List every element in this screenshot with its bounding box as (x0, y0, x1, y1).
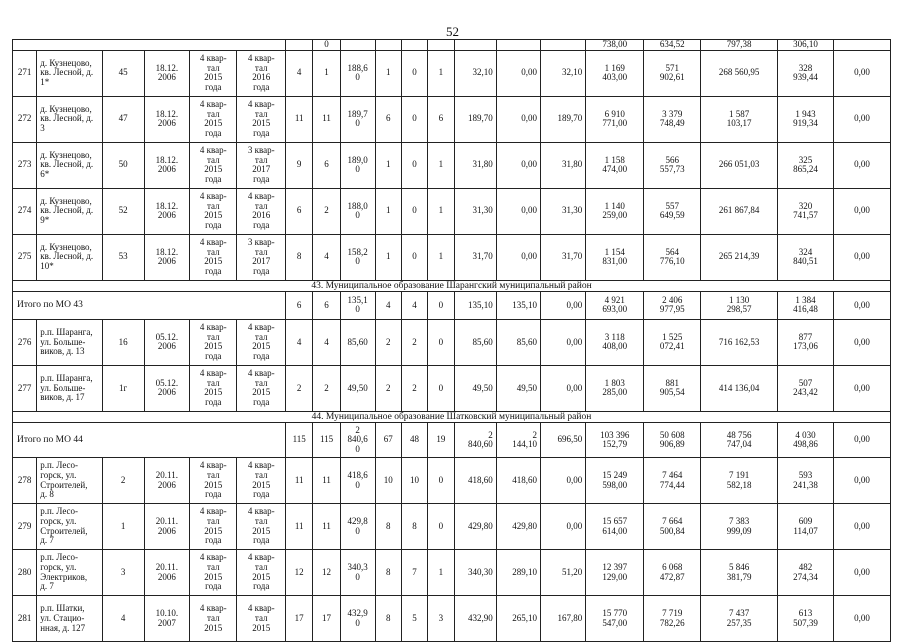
table-cell: 3 квар- тал 2017 года (237, 142, 285, 188)
total-row (13, 291, 891, 319)
table-cell: 0 (428, 458, 454, 504)
total-label: Итого по МО 44 (13, 423, 286, 458)
table-cell: 429,80 (496, 504, 540, 550)
table-cell: 0,00 (496, 96, 540, 142)
table-cell: 11 (285, 504, 312, 550)
section-header-44: 44. Муниципальное образование Шатковский муниципальный район (13, 411, 891, 422)
table-cell: 1 943 919,34 (778, 96, 834, 142)
table-cell: 289,10 (496, 550, 540, 596)
table-cell: 429,8 0 (340, 504, 375, 550)
total-cell: 50 608 906,89 (644, 423, 701, 458)
table-cell: 1 (428, 188, 454, 234)
total-cell: 2 840,6 0 (340, 423, 375, 458)
table-row (13, 596, 891, 642)
table-cell: 4 квар- тал 2015 года (237, 319, 285, 365)
table-cell: 3 379 748,49 (644, 96, 701, 142)
address-cell: д. Кузнецово, кв. Лесной, д. 6* (37, 142, 102, 188)
table-cell: 31,70 (540, 234, 585, 280)
table-cell: 1 140 259,00 (586, 188, 644, 234)
row-number-cell: 275 (13, 234, 37, 280)
table-row (13, 550, 891, 596)
total-row-43 (13, 291, 891, 319)
table-cell: 20.11. 2006 (144, 458, 189, 504)
total-cell: 4 921 693,00 (586, 291, 644, 319)
table-cell: 2 (401, 365, 427, 411)
table-cell: 1 (375, 142, 401, 188)
row-number-cell: 274 (13, 188, 37, 234)
table-cell: 881 905,54 (644, 365, 701, 411)
row-number-cell: 271 (13, 50, 37, 96)
table-cell: 0,00 (496, 142, 540, 188)
table-cell: 31,30 (454, 188, 496, 234)
table-cell: 31,80 (454, 142, 496, 188)
table-cell: 482 274,34 (778, 550, 834, 596)
table-cell: 10 (375, 458, 401, 504)
table-cell: 188,6 0 (340, 50, 375, 96)
table-cell: 268 560,95 (701, 50, 778, 96)
address-cell: р.п. Шатки, ул. Стацио- нная, д. 127 (37, 596, 102, 642)
table-cell: 1 169 403,00 (586, 50, 644, 96)
table-cell: 1 (428, 550, 454, 596)
table-cell: 49,50 (454, 365, 496, 411)
table-cell: 0,00 (540, 458, 585, 504)
table-cell: 18.12. 2006 (144, 50, 189, 96)
table-cell: 1 154 831,00 (586, 234, 644, 280)
table-cell: 51,20 (540, 550, 585, 596)
table-row (13, 188, 891, 234)
table-cell: 261 867,84 (701, 188, 778, 234)
table-cell: 158,2 0 (340, 234, 375, 280)
table-cell: 418,60 (454, 458, 496, 504)
table-cell: 3 118 408,00 (586, 319, 644, 365)
table-cell: 7 383 999,09 (701, 504, 778, 550)
table-cell: 340,30 (454, 550, 496, 596)
continuation-row: 0 738,00 634,52 797,38 306,10 (13, 40, 891, 51)
table-cell: 20.11. 2006 (144, 504, 189, 550)
table-cell: 7 664 500,84 (644, 504, 701, 550)
table-cell: 4 квар- тал 2015 года (237, 96, 285, 142)
table-cell: 4 квар- тал 2015 года (190, 188, 237, 234)
table-cell: 0 (401, 96, 427, 142)
table-cell: 31,70 (454, 234, 496, 280)
table-cell: 85,60 (340, 319, 375, 365)
table-cell: 2 (285, 365, 312, 411)
table-cell: 4 квар- тал 2015 (190, 596, 237, 642)
table-cell: 1 (375, 234, 401, 280)
table-cell: 1 (375, 50, 401, 96)
table-cell: 5 (401, 596, 427, 642)
table-cell: 85,60 (454, 319, 496, 365)
table-cell: 4 квар- тал 2016 года (237, 188, 285, 234)
table-cell: 507 243,42 (778, 365, 834, 411)
table-cell: 52 (102, 188, 144, 234)
table-cell: 189,0 0 (340, 142, 375, 188)
table-row (13, 50, 891, 96)
table-cell: 3 квар- тал 2017 года (237, 234, 285, 280)
total-cell: 19 (428, 423, 454, 458)
table-cell: 7 (401, 550, 427, 596)
total-cell: 4 030 498,86 (778, 423, 834, 458)
table-cell: 557 649,59 (644, 188, 701, 234)
table-cell: 1 158 474,00 (586, 142, 644, 188)
table-row (13, 319, 891, 365)
table-cell: 18.12. 2006 (144, 234, 189, 280)
table-cell: 0,00 (833, 458, 890, 504)
total-cell: 135,10 (454, 291, 496, 319)
total-cell: 135,1 0 (340, 291, 375, 319)
table-cell: 12 (285, 550, 312, 596)
table-cell: 85,60 (496, 319, 540, 365)
total-cell: 48 (401, 423, 427, 458)
row-number-cell: 278 (13, 458, 37, 504)
table-cell: 1 803 285,00 (586, 365, 644, 411)
table-cell: 1 (313, 50, 340, 96)
table-cell: 11 (285, 458, 312, 504)
table-row (13, 365, 891, 411)
table-cell: 613 507,39 (778, 596, 834, 642)
table-cell: 328 939,44 (778, 50, 834, 96)
table-cell: 0,00 (496, 188, 540, 234)
table-cell: 7 464 774,44 (644, 458, 701, 504)
table-cell: 0,00 (833, 96, 890, 142)
table-cell: 11 (313, 458, 340, 504)
table-cell: 2 (401, 319, 427, 365)
table-cell: 189,70 (540, 96, 585, 142)
table-cell: 8 (375, 504, 401, 550)
table-cell: 10 (401, 458, 427, 504)
page-number: 52 (446, 24, 459, 39)
table-cell: 1 (375, 188, 401, 234)
table-cell: 418,6 0 (340, 458, 375, 504)
table-cell: 0,00 (833, 504, 890, 550)
table-cell: 45 (102, 50, 144, 96)
total-cell: 1 384 416,48 (778, 291, 834, 319)
table-cell: 0,00 (540, 319, 585, 365)
row-number-cell: 277 (13, 365, 37, 411)
table-cell: 3 (428, 596, 454, 642)
table-cell: 265 214,39 (701, 234, 778, 280)
table-cell: 2 (102, 458, 144, 504)
table-cell: 4 квар- тал 2015 года (190, 142, 237, 188)
table-cell: 8 (285, 234, 312, 280)
table-cell: 4 (313, 319, 340, 365)
table-cell: 564 776,10 (644, 234, 701, 280)
table-cell: 11 (313, 96, 340, 142)
table-cell: 15 657 614,00 (586, 504, 644, 550)
total-label: Итого по МО 43 (13, 291, 286, 319)
table-cell: 11 (285, 96, 312, 142)
table-cell: 1 525 072,41 (644, 319, 701, 365)
table-cell: 4 квар- тал 2015 года (190, 504, 237, 550)
total-cell: 4 (375, 291, 401, 319)
table-cell: 4 квар- тал 2015 года (190, 234, 237, 280)
total-cell: 0,00 (540, 291, 585, 319)
total-cell: 115 (313, 423, 340, 458)
table-cell: 4 квар- тал 2015 года (190, 365, 237, 411)
table-cell: 0,00 (496, 50, 540, 96)
table-cell: 0 (401, 234, 427, 280)
table-cell: 6 (428, 96, 454, 142)
table-cell: 4 квар- тал 2015 года (190, 96, 237, 142)
table-cell: 0,00 (833, 319, 890, 365)
table-row (13, 234, 891, 280)
total-cell: 48 756 747,04 (701, 423, 778, 458)
table-cell: 0,00 (833, 550, 890, 596)
table-cell: 877 173,06 (778, 319, 834, 365)
table-cell: 340,3 0 (340, 550, 375, 596)
table-cell: 2 (313, 365, 340, 411)
table-cell: 4 квар- тал 2016 года (237, 50, 285, 96)
table-cell: 0 (401, 50, 427, 96)
total-cell: 0 (428, 291, 454, 319)
total-cell: 4 (401, 291, 427, 319)
table-row (13, 458, 891, 504)
table-cell: 50 (102, 142, 144, 188)
table-cell: 4 (285, 50, 312, 96)
table-cell: 2 (375, 319, 401, 365)
table-cell: 16 (102, 319, 144, 365)
section-header-43: 43. Муниципальное образование Шарангский муниципальный район (13, 280, 891, 291)
table-cell: 6 910 771,00 (586, 96, 644, 142)
section-44-rows (13, 458, 891, 642)
table-cell: 1 587 103,17 (701, 96, 778, 142)
table-cell: 593 241,38 (778, 458, 834, 504)
total-cell: 696,50 (540, 423, 585, 458)
table-cell: 0,00 (833, 188, 890, 234)
table-cell: 1г (102, 365, 144, 411)
address-cell: р.п. Лесо- горск, ул. Электриков, д. 7 (37, 550, 102, 596)
address-cell: д. Кузнецово, кв. Лесной, д. 3 (37, 96, 102, 142)
total-cell: 2 406 977,95 (644, 291, 701, 319)
table-cell: 0,00 (540, 365, 585, 411)
table-cell: 12 (313, 550, 340, 596)
table-cell: 53 (102, 234, 144, 280)
table-cell: 8 (375, 596, 401, 642)
table-cell: 31,30 (540, 188, 585, 234)
row-number-cell: 281 (13, 596, 37, 642)
total-row-44 (13, 423, 891, 458)
address-cell: д. Кузнецово, кв. Лесной, д. 9* (37, 188, 102, 234)
total-cell: 1 130 298,57 (701, 291, 778, 319)
table-cell: 05.12. 2006 (144, 319, 189, 365)
address-cell: р.п. Лесо- горск, ул. Строителей, д. 8 (37, 458, 102, 504)
table-cell: 571 902,61 (644, 50, 701, 96)
table-cell: 7 191 582,18 (701, 458, 778, 504)
table-cell: 9 (285, 142, 312, 188)
row-number-cell: 280 (13, 550, 37, 596)
table-cell: 4 квар- тал 2015 года (190, 319, 237, 365)
table-cell: 17 (285, 596, 312, 642)
table-cell: 566 557,73 (644, 142, 701, 188)
row-number-cell: 273 (13, 142, 37, 188)
row-number-cell: 272 (13, 96, 37, 142)
table-cell: 6 (285, 188, 312, 234)
table-cell: 2 (313, 188, 340, 234)
table-cell: 4 квар- тал 2015 года (237, 504, 285, 550)
total-cell: 103 396 152,79 (586, 423, 644, 458)
table-cell: 432,9 0 (340, 596, 375, 642)
table-cell: 5 846 381,79 (701, 550, 778, 596)
table-cell: 32,10 (540, 50, 585, 96)
register-table (12, 39, 891, 642)
table-cell: 4 квар- тал 2015 года (237, 550, 285, 596)
table-cell: 320 741,57 (778, 188, 834, 234)
table-cell: 4 квар- тал 2015 (237, 596, 285, 642)
table-cell: 189,70 (454, 96, 496, 142)
table-cell: 12 397 129,00 (586, 550, 644, 596)
table-row (13, 142, 891, 188)
table-cell: 10.10. 2007 (144, 596, 189, 642)
address-cell: р.п. Шаранга, ул. Больше- виков, д. 13 (37, 319, 102, 365)
table-cell: 8 (401, 504, 427, 550)
table-cell: 4 квар- тал 2015 года (237, 365, 285, 411)
table-cell: 0,00 (833, 142, 890, 188)
row-number-cell: 279 (13, 504, 37, 550)
table-cell: 05.12. 2006 (144, 365, 189, 411)
table-cell: 2 (375, 365, 401, 411)
table-cell: 4 квар- тал 2015 года (190, 458, 237, 504)
table-cell: 4 (102, 596, 144, 642)
table-cell: 188,0 0 (340, 188, 375, 234)
table-cell: 432,90 (454, 596, 496, 642)
table-cell: 4 (313, 234, 340, 280)
total-cell: 6 (285, 291, 312, 319)
table-cell: 4 квар- тал 2015 года (237, 458, 285, 504)
row-number-cell: 276 (13, 319, 37, 365)
table-cell: 189,7 0 (340, 96, 375, 142)
table-cell: 716 162,53 (701, 319, 778, 365)
table-cell: 4 квар- тал 2015 года (190, 50, 237, 96)
table-cell: 31,80 (540, 142, 585, 188)
table-cell: 0,00 (833, 50, 890, 96)
table-cell: 8 (375, 550, 401, 596)
total-row (13, 423, 891, 458)
table-cell: 15 770 547,00 (586, 596, 644, 642)
address-cell: д. Кузнецово, кв. Лесной, д. 1* (37, 50, 102, 96)
total-cell: 67 (375, 423, 401, 458)
total-cell: 115 (285, 423, 312, 458)
table-cell: 49,50 (340, 365, 375, 411)
total-cell: 2 840,60 (454, 423, 496, 458)
table-cell: 265,10 (496, 596, 540, 642)
total-cell: 6 (313, 291, 340, 319)
address-cell: р.п. Лесо- горск, ул. Строителей, д. 7 (37, 504, 102, 550)
table-cell: 1 (428, 142, 454, 188)
table-cell: 0 (428, 365, 454, 411)
table-cell: 6 (375, 96, 401, 142)
table-cell: 4 (285, 319, 312, 365)
table-cell: 7 437 257,35 (701, 596, 778, 642)
table-cell: 0,00 (833, 596, 890, 642)
group-a-rows (13, 50, 891, 280)
table-cell: 0,00 (833, 365, 890, 411)
table-cell: 20.11. 2006 (144, 550, 189, 596)
table-cell: 0 (401, 188, 427, 234)
table-cell: 609 114,07 (778, 504, 834, 550)
table-cell: 1 (428, 50, 454, 96)
table-cell: 1 (102, 504, 144, 550)
table-cell: 0,00 (540, 504, 585, 550)
table-cell: 6 068 472,87 (644, 550, 701, 596)
table-cell: 324 840,51 (778, 234, 834, 280)
table-cell: 47 (102, 96, 144, 142)
table-cell: 418,60 (496, 458, 540, 504)
table-cell: 7 719 782,26 (644, 596, 701, 642)
table-cell: 167,80 (540, 596, 585, 642)
address-cell: р.п. Шаранга, ул. Больше- виков, д. 17 (37, 365, 102, 411)
total-cell: 0,00 (833, 423, 890, 458)
table-cell: 0,00 (496, 234, 540, 280)
table-row (13, 96, 891, 142)
table-cell: 266 051,03 (701, 142, 778, 188)
table-cell: 18.12. 2006 (144, 96, 189, 142)
table-cell: 325 865,24 (778, 142, 834, 188)
table-cell: 15 249 598,00 (586, 458, 644, 504)
table-cell: 18.12. 2006 (144, 188, 189, 234)
total-cell: 0,00 (833, 291, 890, 319)
table-row (13, 504, 891, 550)
table-cell: 18.12. 2006 (144, 142, 189, 188)
table-cell: 0,00 (833, 234, 890, 280)
table-cell: 17 (313, 596, 340, 642)
table-cell: 0 (428, 319, 454, 365)
table-cell: 414 136,04 (701, 365, 778, 411)
table-cell: 0 (401, 142, 427, 188)
table-cell: 429,80 (454, 504, 496, 550)
table-cell: 49,50 (496, 365, 540, 411)
table-cell: 4 квар- тал 2015 года (190, 550, 237, 596)
table-cell: 11 (313, 504, 340, 550)
address-cell: д. Кузнецово, кв. Лесной, д. 10* (37, 234, 102, 280)
total-cell: 135,10 (496, 291, 540, 319)
table-cell: 0 (428, 504, 454, 550)
total-cell: 2 144,10 (496, 423, 540, 458)
section-43-rows (13, 319, 891, 411)
table-cell: 32,10 (454, 50, 496, 96)
table-cell: 3 (102, 550, 144, 596)
table-cell: 6 (313, 142, 340, 188)
table-cell: 1 (428, 234, 454, 280)
